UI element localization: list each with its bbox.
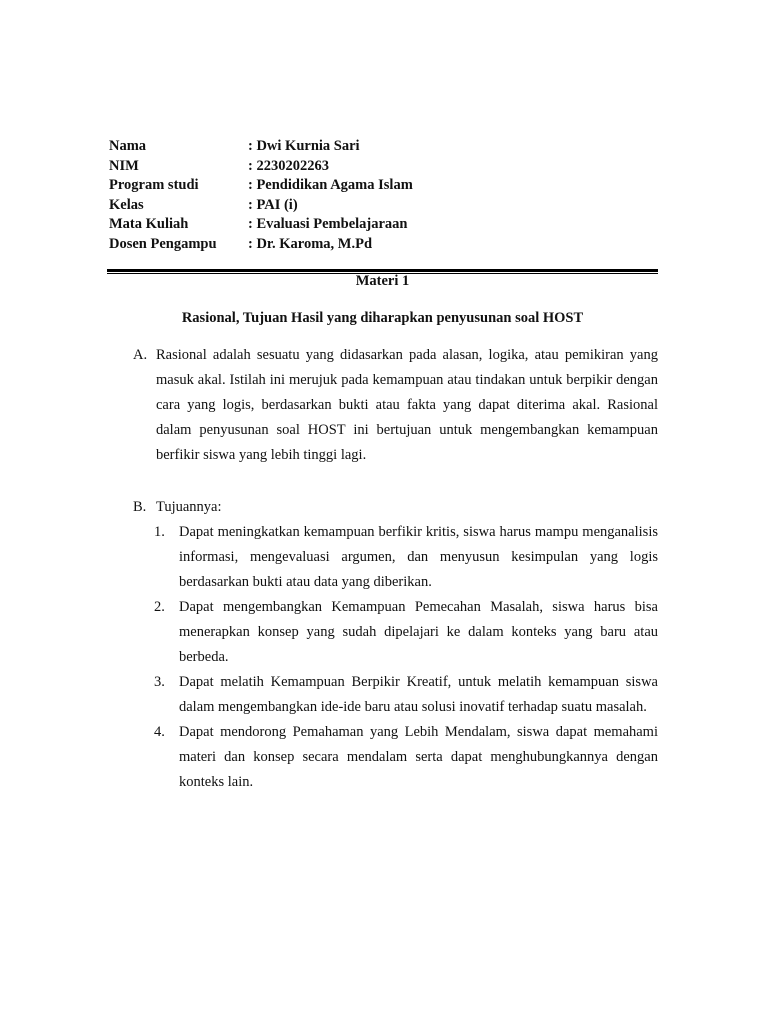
- list-item-text: Dapat melatih Kemampuan Berpikir Kreatif, untuk melatih kemampuan siswa dalam mengembangkan ide-ide baru atau solusi inovatif terhadap suatu masalah.: [179, 674, 658, 715]
- identity-label: Mata Kuliah: [109, 216, 189, 232]
- identity-label: Dosen Pengampu: [109, 235, 217, 252]
- list-item-number: 4.: [154, 724, 165, 740]
- identity-row-dosen-pengampu: [109, 235, 413, 255]
- identity-value: : Dwi Kurnia Sari: [248, 138, 360, 154]
- section-a: [107, 343, 658, 468]
- identity-table: [109, 137, 413, 254]
- identity-label: Nama: [109, 138, 147, 154]
- identity-label: NIM: [109, 157, 139, 174]
- section-a-paragraph: Rasional adalah sesuatu yang didasarkan pada alasan, logika, atau pemikiran yang masuk akal. Istilah ini merujuk pada kemampuan atau tindakan untuk berpikir dengan cara yang logis, berdasarkan bukti atau fakta yang dapat diterima akal. Rasional dalam penyusunan soal HOST ini bertujuan untuk mengembangkan kemampuan berfikir siswa yang lebih tinggi lagi.: [156, 347, 658, 463]
- list-item-number: 1.: [154, 524, 165, 540]
- list-item-text: Dapat meningkatkan kemampuan berfikir kritis, siswa harus mampu menganalisis informasi, mengevaluasi argumen, dan menyusun kesimpulan yang logis berdasarkan bukti atau data yang diberikan.: [179, 524, 658, 590]
- identity-value: : 2230202263: [248, 157, 329, 174]
- identity-label: Program studi: [109, 177, 199, 193]
- identity-value: : Dr. Karoma, M.Pd: [248, 235, 373, 252]
- list-item: [107, 670, 658, 720]
- identity-label: Kelas: [109, 196, 144, 213]
- list-item-text: Dapat mengembangkan Kemampuan Pemecahan Masalah, siswa harus bisa menerapkan konsep yang sudah dipelajari ke dalam konteks yang baru atau berbeda.: [179, 599, 658, 665]
- section-marker: A.: [133, 347, 148, 363]
- list-item-number: 2.: [154, 599, 165, 615]
- section-b-title: Tujuannya:: [156, 499, 222, 515]
- list-item-number: 3.: [154, 674, 165, 690]
- list-item: [107, 595, 658, 670]
- identity-value: : Pendidikan Agama Islam: [248, 177, 413, 193]
- list-item-text: Dapat mendorong Pemahaman yang Lebih Mendalam, siswa dapat memahami materi dan konsep secara mendalam serta dapat menghubungkannya dengan konteks lain.: [179, 724, 658, 790]
- list-item: [107, 720, 658, 795]
- divider-thick: [107, 269, 658, 272]
- identity-row-nim: [109, 157, 413, 177]
- materi-heading: Materi 1: [355, 273, 410, 289]
- identity-row-mata-kuliah: [109, 215, 413, 235]
- identity-row-nama: [109, 137, 413, 157]
- identity-value: : Evaluasi Pembelajaraan: [248, 216, 408, 232]
- section-marker: B.: [133, 499, 147, 515]
- list-item: [107, 520, 658, 595]
- section-b: [107, 495, 658, 520]
- identity-row-kelas: [109, 196, 413, 216]
- identity-row-program-studi: [109, 176, 413, 196]
- objectives-list: [107, 520, 658, 795]
- identity-value: : PAI (i): [248, 196, 298, 213]
- document-subtitle: Rasional, Tujuan Hasil yang diharapkan penyusunan soal HOST: [181, 310, 584, 326]
